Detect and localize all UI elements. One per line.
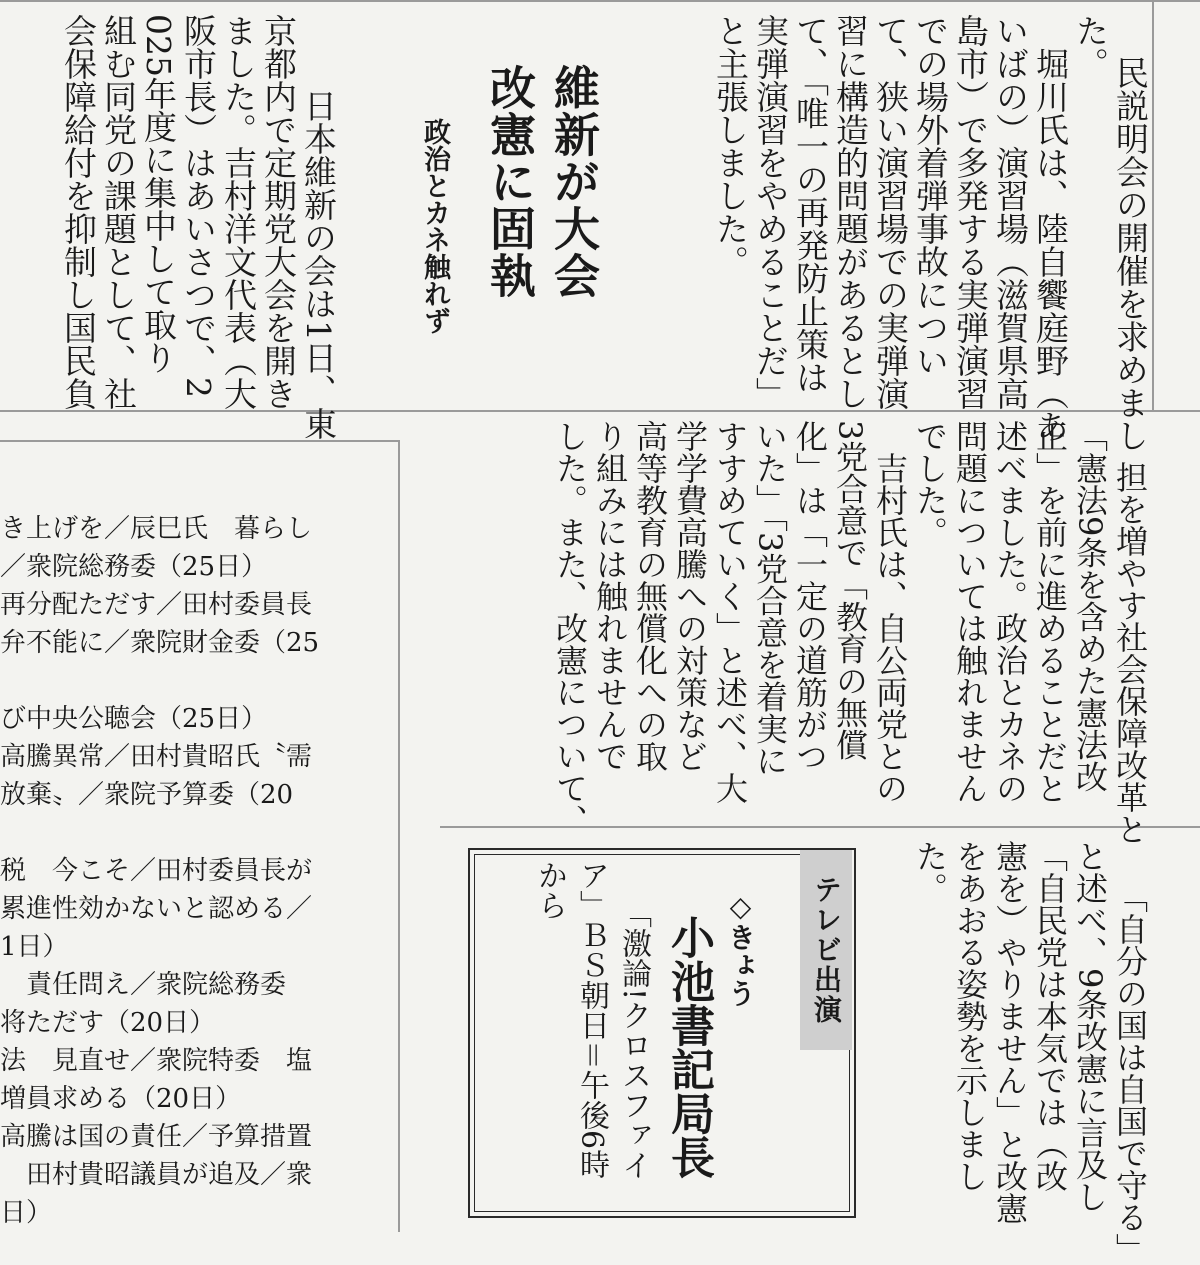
tv-program-info (486, 860, 696, 1200)
list-item: 再分配ただす／田村委員長 (0, 590, 313, 620)
text-column: ア」ＢＳ朝日＝午後6時 (574, 860, 609, 1180)
text-column: いた」「3党合意を着実に (751, 420, 789, 777)
text-column: での場外着弾事故につい (911, 14, 950, 377)
text-column: でした。 (911, 420, 949, 548)
list-item: 累進性効かないと認める／ (0, 894, 313, 924)
text-column: 実弾演習をやめることだ」 (751, 14, 790, 410)
text-column: 島市）で多発する実弾演習 (951, 14, 990, 410)
article-top-right-body (670, 14, 1190, 452)
text-column: た。 (911, 840, 949, 904)
list-item: き上げを／辰巳氏 暮らし (0, 514, 313, 544)
ishin-body-bottom (870, 840, 1190, 1265)
text-column: 日本維新の会は1日、東 (299, 55, 338, 440)
section-divider-top (0, 410, 1200, 412)
list-item: 高騰は国の責任／予算措置 (0, 1122, 313, 1152)
list-item: 弁不能に／衆院財金委（25 (0, 628, 320, 658)
text-column: 「激論!クロスファイ (616, 898, 651, 1181)
top-rule (0, 0, 1200, 2)
text-column: をあおる姿勢を示しまし (951, 840, 989, 1192)
ishin-body-top (18, 14, 378, 440)
text-column: 述べました。政治とカネの (991, 420, 1029, 804)
list-item: ／衆院総務委（25日） (0, 552, 268, 582)
text-column: と主張しました。 (711, 14, 750, 278)
ishin-body-middle (510, 420, 1190, 845)
list-item: 1日） (0, 932, 69, 962)
text-column: 会保障給付を抑制し国民負 (59, 14, 98, 410)
list-item: 増員求める（20日） (0, 1084, 242, 1114)
text-column: 3党合意で「教育の無償 (831, 420, 869, 761)
text-column: 吉村氏は、自公両党との (871, 420, 909, 804)
text-column: 京都内で定期党大会を開き (259, 14, 298, 410)
text-column: から (532, 860, 567, 920)
text-column: 025年度に集中して取り (139, 14, 178, 374)
text-column: 担を増やす社会保障改革と (1111, 460, 1149, 845)
text-column: 化」は「一定の道筋がつ (791, 420, 829, 772)
list-item: 法 見直せ／衆院特委 塩 (0, 1046, 313, 1076)
ishin-subheadline: 政治とカネ触れず (419, 118, 450, 334)
text-column: て、狭い演習場での実弾演 (871, 14, 910, 410)
text-column: 憲を）やりません」と改憲 (991, 840, 1029, 1224)
list-item: び中央公聴会（25日） (0, 704, 268, 734)
text-column: すすめていく」と述べ、大 (711, 420, 749, 804)
list-item: 日） (0, 1198, 53, 1228)
list-item: 高騰異常／田村貴昭氏〝需 (0, 742, 313, 772)
list-item: 税 今こそ／田村委員長が (0, 856, 313, 886)
text-column: 「憲法9条を含めた憲法改 (1071, 420, 1109, 793)
text-column: 高等教育の無償化への取 (631, 420, 669, 772)
tv-person-name: 小池書記局長 (663, 915, 714, 1179)
list-item: 放棄〟／衆院予算委（20 (0, 780, 294, 810)
text-column: いばの）演習場（滋賀県高 (991, 14, 1030, 410)
list-item: 将ただす（20日） (0, 1008, 216, 1038)
ishin-headline: 維新が大会 改憲に固執 (483, 64, 601, 299)
text-column: 問題については触れません (951, 420, 989, 804)
text-column: 「自民党は本気では（改 (1031, 840, 1069, 1192)
text-column: 民説明会の開催を求めまし (1111, 55, 1150, 452)
text-column: 学学費高騰への対策など (671, 420, 709, 772)
text-column: した。また、改憲について、 (551, 420, 589, 836)
text-column: 組む同党の課題として、社 (99, 14, 138, 410)
tv-day-label: ◇きょう (724, 890, 757, 1007)
text-column: て、「唯一の再発防止策は (791, 14, 830, 394)
tv-appearance-badge: テレビ出演 (800, 850, 852, 1050)
text-column: 「自分の国は自国で守る」 (1111, 880, 1149, 1265)
text-column: り組みには触れませんで (591, 420, 629, 772)
news-list (0, 440, 400, 1232)
list-item: 田村貴昭議員が追及／衆 (0, 1160, 313, 1190)
text-column: 阪市長）はあいさつで、2 (179, 14, 218, 398)
text-column: 習に構造的問題があるとし (831, 14, 870, 410)
text-column: 堀川氏は、陸自饗庭野（あ (1031, 14, 1070, 443)
text-column: 正」を前に進めることだと (1031, 420, 1069, 804)
text-column: と述べ、9条改憲に言及し (1071, 840, 1109, 1213)
text-column: た。 (1071, 14, 1110, 80)
list-item: 責任問え／衆院総務委 (0, 970, 287, 1000)
text-column: ました。吉村洋文代表（大 (219, 14, 258, 410)
